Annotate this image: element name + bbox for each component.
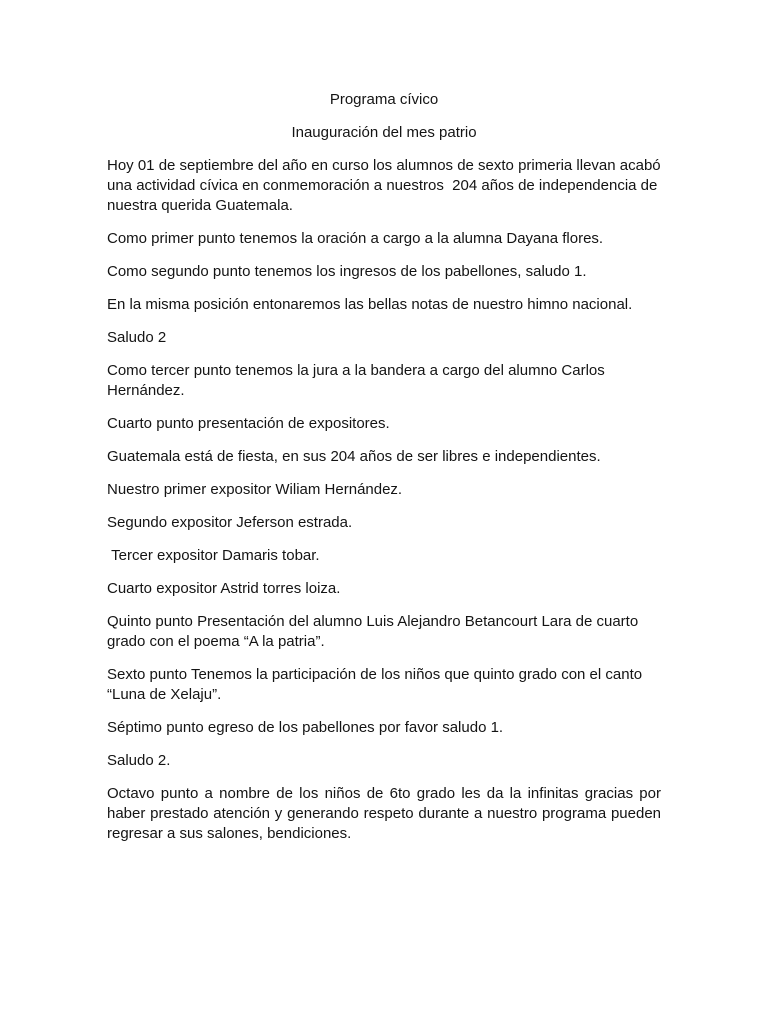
paragraph-sixth-point: Sexto punto Tenemos la participación de los niños que quinto grado con el canto “Luna de Xelaju”. — [107, 666, 647, 703]
paragraph-fifth-point: Quinto punto Presentación del alumno Luis Alejandro Betancourt Lara de cuarto grado con el poema “A la patria”. — [107, 613, 643, 650]
paragraph-salute-2-final: Saludo 2. — [107, 752, 171, 769]
paragraph-anthem: En la misma posición entonaremos las bellas notas de nuestro himno nacional. — [107, 296, 633, 313]
paragraph-third-speaker: Tercer expositor Damaris tobar. — [107, 547, 320, 564]
paragraph-fourth-speaker: Cuarto expositor Astrid torres loiza. — [107, 580, 341, 597]
paragraph-seventh-point: Séptimo punto egreso de los pabellones por favor saludo 1. — [107, 719, 504, 736]
paragraph-first-point: Como primer punto tenemos la oración a cargo a la alumna Dayana flores. — [107, 230, 604, 247]
paragraph-fourth-point: Cuarto punto presentación de expositores. — [107, 415, 390, 432]
paragraph-second-speaker: Segundo expositor Jeferson estrada. — [107, 514, 353, 531]
paragraph-eighth-point: Octavo punto a nombre de los niños de 6to grado les da la infinitas gracias por haber prestado atención y generando respeto durante a nuestro programa pueden regresar a sus salones, bendiciones. — [107, 785, 666, 842]
paragraph-third-point: Como tercer punto tenemos la jura a la bandera a cargo del alumno Carlos Hernández. — [107, 362, 609, 399]
document-subtitle: Inauguración del mes patrio — [291, 124, 477, 141]
document-body — [107, 90, 666, 857]
paragraph-second-point: Como segundo punto tenemos los ingresos de los pabellones, saludo 1. — [107, 263, 587, 280]
document-title: Programa cívico — [329, 91, 439, 108]
paragraph-celebration: Guatemala está de fiesta, en sus 204 años de ser libres e independientes. — [107, 448, 601, 465]
paragraph-first-speaker: Nuestro primer expositor Wiliam Hernández. — [107, 481, 403, 498]
paragraph-salute-2: Saludo 2 — [107, 329, 167, 346]
paragraph-intro: Hoy 01 de septiembre del año en curso los alumnos de sexto primeria llevan acabó una actividad cívica en conmemoración a nuestros 204 años de independencia de nuestra querida Guatemala. — [107, 157, 665, 214]
